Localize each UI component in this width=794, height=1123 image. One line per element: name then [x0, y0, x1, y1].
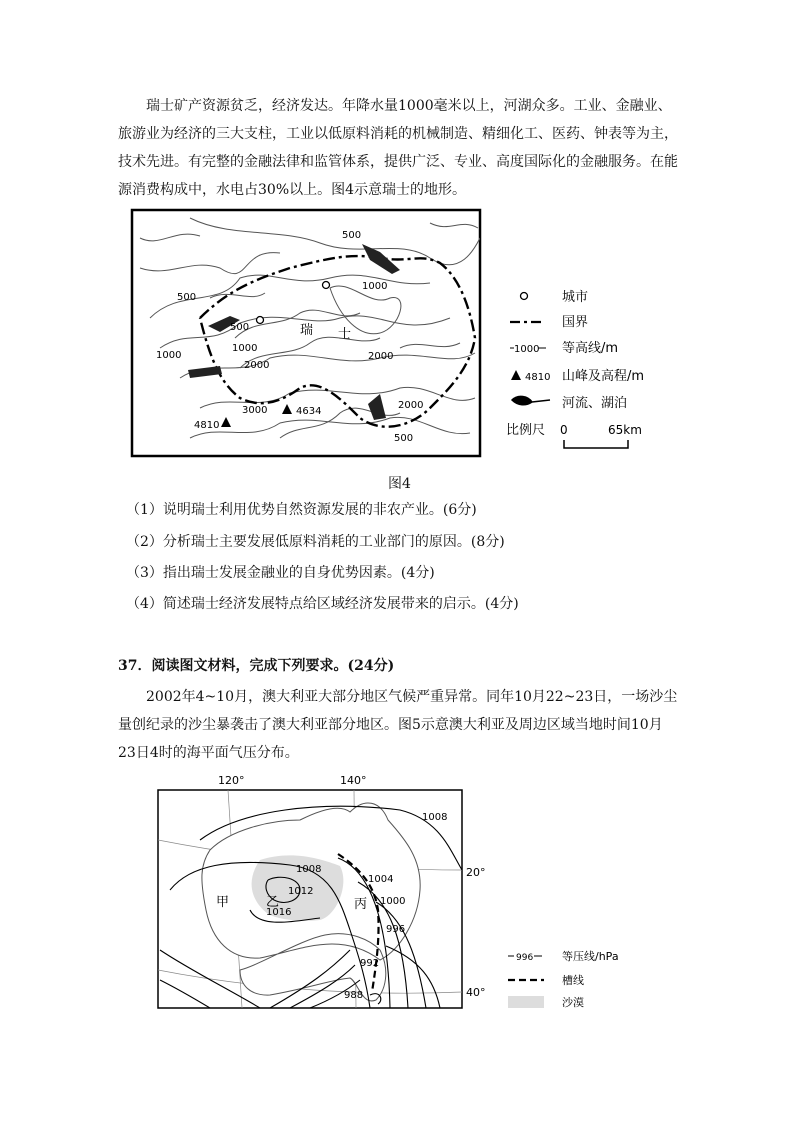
- legend-trough-label: 槽线: [562, 974, 584, 987]
- legend-isobar-sample: 996: [516, 953, 534, 963]
- isobar-label: 1008: [422, 812, 448, 823]
- contour-label: 1000: [232, 343, 258, 354]
- legend-water-label: 河流、湖泊: [562, 396, 628, 411]
- question-3: （3）指出瑞士发展金融业的自身优势因素。(4分): [126, 565, 435, 581]
- scale-end: 65km: [608, 423, 642, 437]
- q37-heading: 37．阅读图文材料，完成下列要求。(24分): [118, 658, 395, 674]
- isobar-label: 992: [360, 958, 380, 969]
- city-marker: [323, 282, 330, 289]
- q37-paragraph: [118, 683, 678, 767]
- desert-legend-icon: [508, 996, 544, 1008]
- city-legend-icon: [521, 293, 528, 300]
- lon-label: 120°: [218, 774, 245, 787]
- lon-label: 140°: [340, 774, 367, 787]
- scale-start: 0: [560, 423, 568, 437]
- contour-label: 1000: [362, 281, 388, 292]
- water-legend-icon: [512, 396, 550, 404]
- isobar-label: 1016: [266, 907, 292, 918]
- contour-label: 500: [177, 292, 197, 303]
- legend-border-label: 国界: [562, 315, 589, 330]
- q37-text: 2002年4~10月，澳大利亚大部分地区气候严重异常。同年10月22~23日，一场沙尘量创纪录的沙尘暴袭击了澳大利亚部分地区。图5示意澳大利亚及周边区域当地时间10月23日4时的海平面气压分布。: [118, 689, 678, 761]
- figure-4-caption: 图4: [388, 476, 411, 492]
- place-label: 乙: [266, 895, 280, 910]
- lat-label: 20°: [466, 866, 486, 879]
- country-char: 瑞: [300, 323, 314, 338]
- legend-city-label: 城市: [562, 290, 589, 305]
- isobar-label: 1004: [368, 874, 394, 885]
- contour-label: 2000: [244, 360, 270, 371]
- peak-legend-icon: [511, 370, 521, 380]
- legend-peak-sample: 4810: [525, 372, 551, 383]
- place-label: 甲: [216, 895, 230, 910]
- city-marker: [257, 317, 264, 324]
- contour-label: 2000: [368, 351, 394, 362]
- isobar-label: 988: [344, 990, 364, 1001]
- legend-peak-label: 山峰及高程/m: [562, 369, 645, 384]
- contour-label: 3000: [242, 405, 268, 416]
- contour-label: 500: [342, 230, 362, 241]
- question-2: （2）分析瑞士主要发展低原料消耗的工业部门的原因。(8分): [126, 534, 505, 550]
- contour-label: 500: [394, 433, 414, 444]
- peak-elevation: 4810: [194, 420, 220, 431]
- intro-paragraph: [118, 92, 678, 204]
- contour-label: 1000: [156, 350, 182, 361]
- country-char: 士: [338, 327, 352, 342]
- figure-5-map: [150, 770, 650, 1010]
- isobar-label: 1008: [296, 864, 322, 875]
- peak-elevation: 4634: [296, 406, 322, 417]
- lat-label: 40°: [466, 986, 486, 999]
- isobar-label: 1000: [380, 896, 406, 907]
- question-1: （1）说明瑞士利用优势自然资源发展的非农产业。(6分): [126, 502, 477, 518]
- legend-isobar-label: 等压线/hPa: [562, 950, 619, 963]
- contour-label: 500: [230, 322, 250, 333]
- scale-bar: [564, 440, 628, 448]
- intro-text: 瑞士矿产资源贫乏，经济发达。年降水量1000毫米以上，河湖众多。工业、金融业、旅游业为经济的三大支柱，工业以低原料消耗的机械制造、精细化工、医药、钟表等为主，技术先进。有完整的金融法律和监管体系，提供广泛、专业、高度国际化的金融服务。在能源消费构成中，水电占30%以上。图4示意瑞士的地形。: [118, 98, 678, 198]
- figure-4-legend: [506, 290, 644, 448]
- figure-5-legend: [508, 949, 619, 1009]
- isobar-label: 996: [386, 924, 406, 935]
- contour-label: 2000: [398, 400, 424, 411]
- place-label: 丙: [354, 897, 368, 912]
- isobar-label: 1012: [288, 886, 314, 897]
- legend-contour-label: 等高线/m: [562, 341, 619, 356]
- figure-4-map: [130, 208, 682, 460]
- legend-scale-label: 比例尺: [506, 423, 546, 438]
- question-4: （4）简述瑞士经济发展特点给区域经济发展带来的启示。(4分): [126, 596, 519, 612]
- legend-contour-sample: 1000: [514, 344, 540, 355]
- legend-desert-label: 沙漠: [562, 996, 584, 1009]
